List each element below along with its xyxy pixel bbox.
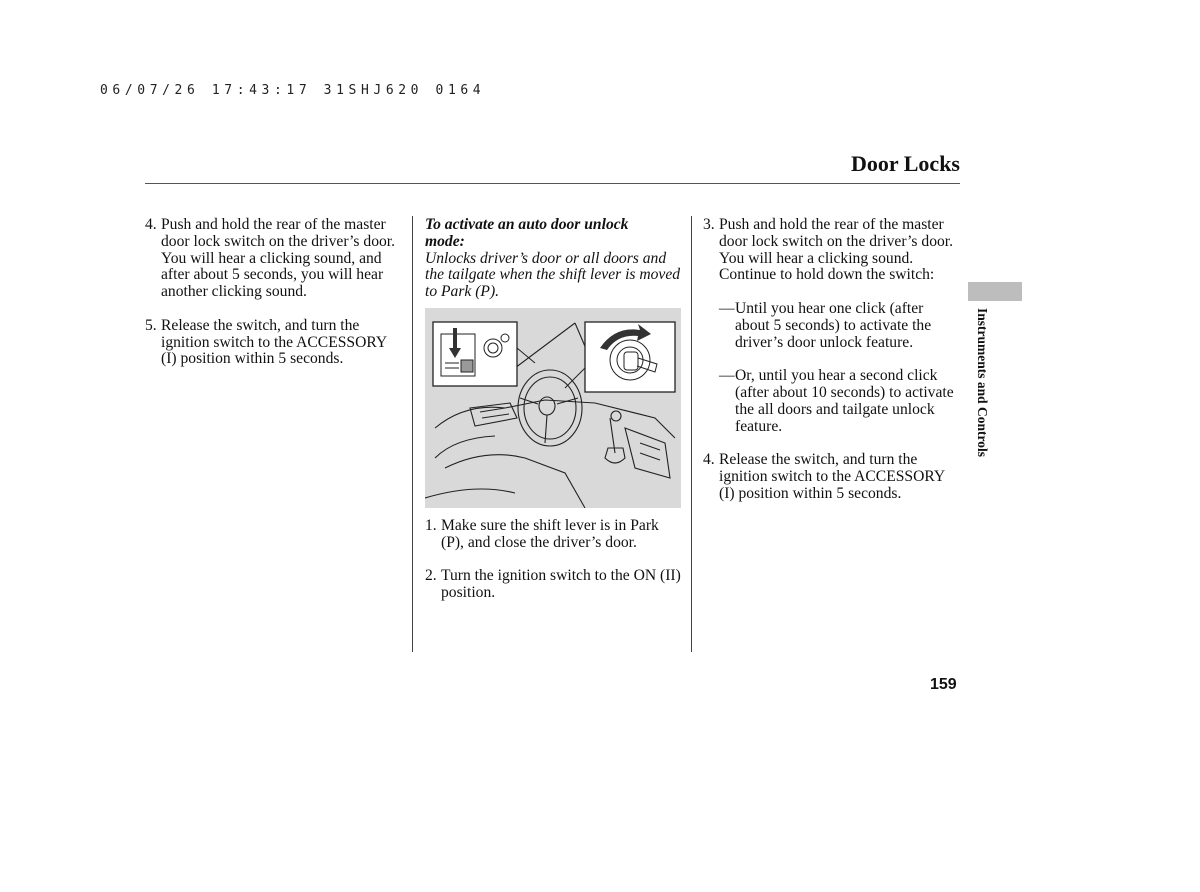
step-text: Release the switch, and turn the ignition switch to the ACCESSORY (I) position within 5 seconds. (719, 451, 945, 502)
section-tab-label: Instruments and Controls (975, 308, 990, 458)
dash-text: Or, until you hear a second click (after about 10 seconds) to activate the all doors and tailgate unlock feature. (735, 367, 954, 435)
step-item (425, 568, 681, 602)
page-number: 159 (930, 676, 957, 693)
step-number: 4. (703, 451, 715, 469)
step-number: 4. (145, 216, 157, 233)
step-text: Push and hold the rear of the master door lock switch on the driver’s door. You will hear a clicking sound. Continue to hold down the switch: (719, 216, 954, 284)
middle-steps (425, 518, 681, 619)
step-item (703, 217, 959, 284)
step-text: Make sure the shift lever is in Park (P), and close the driver’s door. (441, 517, 659, 551)
dash-item (703, 368, 959, 435)
door-lock-illustration (425, 308, 681, 508)
dash-mark: — (719, 299, 735, 317)
step-item (145, 318, 400, 368)
step-text: Push and hold the rear of the master door lock switch on the driver’s door. You will hear a clicking sound, and after about 5 seconds, you will hear another clicking sound. (161, 216, 396, 301)
step-number: 2. (425, 567, 437, 585)
right-column (703, 217, 959, 519)
dash-item (703, 301, 959, 351)
page-title: Door Locks (851, 151, 960, 176)
middle-column (425, 217, 681, 301)
step-number: 5. (145, 316, 157, 334)
step-item (145, 217, 400, 301)
title-rule (145, 183, 960, 184)
step-number: 1. (425, 517, 437, 534)
dash-mark: — (719, 367, 735, 385)
step-item (425, 518, 681, 552)
print-stamp: 06/07/26 17:43:17 31SHJ620 0164 (100, 83, 486, 98)
step-number: 3. (703, 216, 715, 233)
section-intro: Unlocks driver’s door or all doors and the tailgate when the shift lever is moved to Park (P). (425, 249, 681, 301)
step-text: Turn the ignition switch to the ON (II) position. (441, 567, 681, 602)
step-text: Release the switch, and turn the ignition switch to the ACCESSORY (I) position within 5 seconds. (161, 316, 387, 368)
column-divider (691, 216, 692, 652)
dash-text: Until you hear one click (after about 5 seconds) to activate the driver’s door unlock feature. (735, 299, 932, 351)
step-item (703, 452, 959, 502)
section-heading: To activate an auto door unlock mode: (425, 216, 629, 250)
section-tab (968, 282, 1022, 301)
left-column (145, 217, 400, 385)
column-divider (412, 216, 413, 652)
